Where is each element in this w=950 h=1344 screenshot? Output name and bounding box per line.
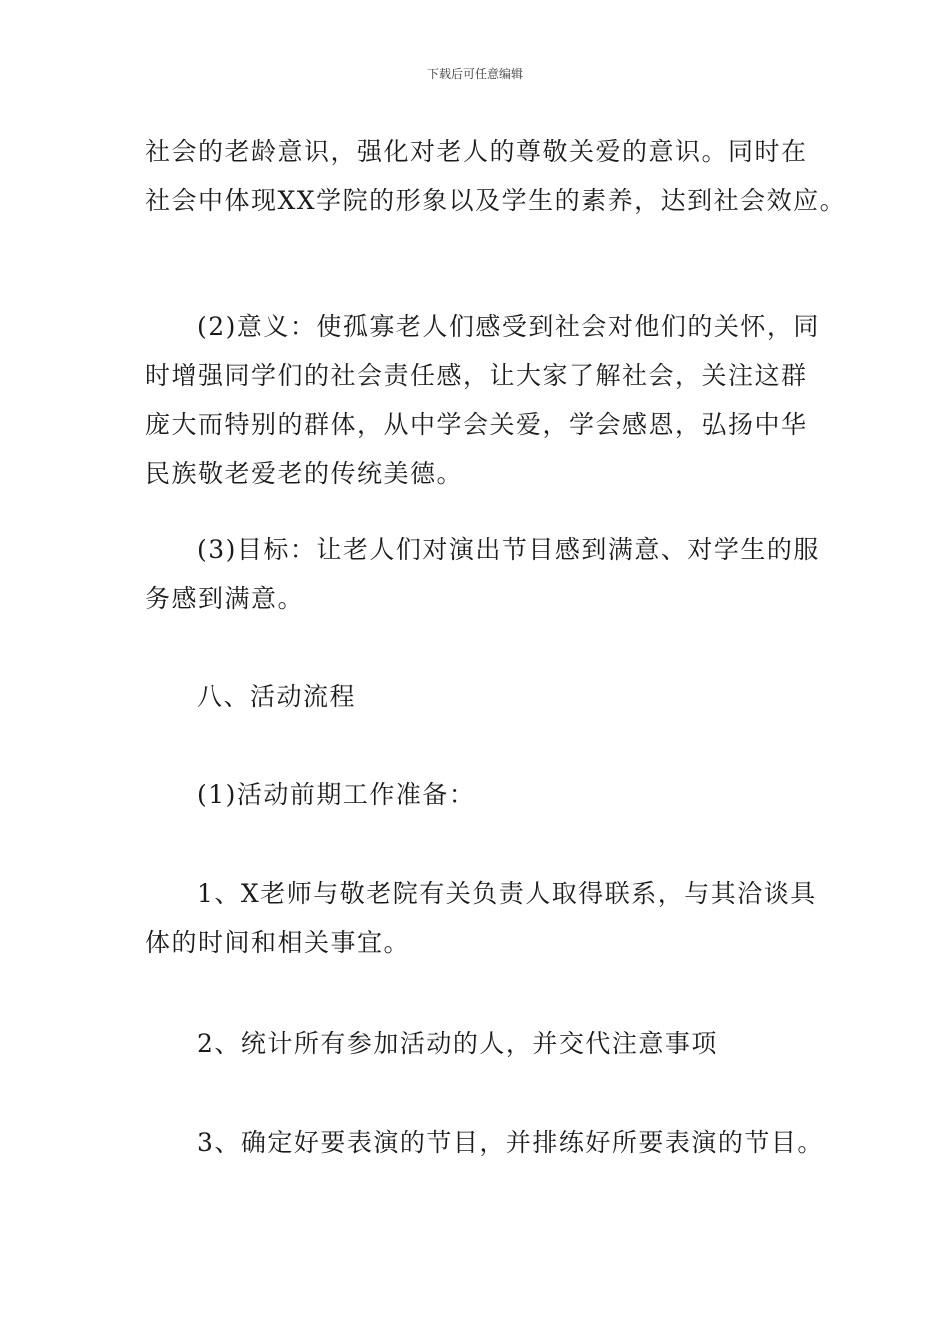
list-item-line: 体的时间和相关事宜。 — [145, 928, 411, 957]
paragraph-line: 社会的老龄意识，强化对老人的尊敬关爱的意识。同时在 — [145, 137, 808, 166]
paragraph-line: 务感到满意。 — [145, 584, 305, 613]
paragraph-line: (3)目标：让老人们对演出节目感到满意、对学生的服 — [197, 535, 820, 564]
subsection-heading: (1)活动前期工作准备： — [197, 780, 476, 809]
paragraph-line: 庞大而特别的群体，从中学会关爱，学会感恩，弘扬中华 — [145, 410, 808, 439]
paragraph-line: (2)意义：使孤寡老人们感受到社会对他们的关怀，同 — [197, 312, 820, 341]
paragraph-line: 社会中体现XX学院的形象以及学生的素养，达到社会效应。 — [145, 186, 847, 215]
header-note: 下载后可任意编辑 — [426, 67, 523, 81]
list-item-line: 2、统计所有参加活动的人，并交代注意事项 — [197, 1029, 718, 1058]
list-item-line: 3、确定好要表演的节目，并排练好所要表演的节目。 — [197, 1128, 824, 1157]
section-heading: 八、活动流程 — [197, 682, 357, 711]
list-item-line: 1、X老师与敬老院有关负责人取得联系，与其洽谈具 — [197, 879, 817, 908]
paragraph-line: 民族敬老爱老的传统美德。 — [145, 459, 464, 488]
paragraph-line: 时增强同学们的社会责任感，让大家了解社会，关注这群 — [145, 361, 808, 390]
